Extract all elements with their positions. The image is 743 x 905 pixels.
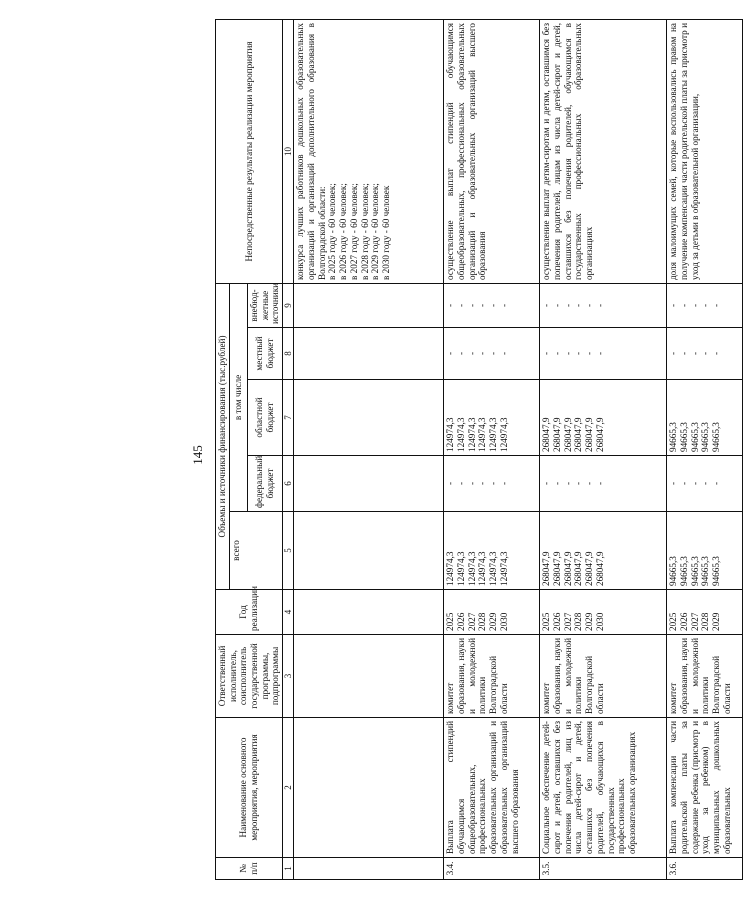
federal-value: - [552,481,563,486]
federal-value: - [711,481,722,486]
local-value: - [541,351,552,356]
local-value: - [552,351,563,356]
year-list: 2028 [573,612,584,631]
year-list [667,590,743,635]
federal-value: - [700,481,711,486]
activity-name [294,718,444,858]
offbudget-value: - [594,303,605,308]
regional-value: 94665,3 [689,422,700,452]
local-value: - [668,351,679,356]
year-list: 2025 [541,612,552,631]
result-line: в 2027 году - 60 человек; [348,183,359,280]
federal-value: - [594,481,605,486]
offbudget-values [540,284,667,328]
funding-table [215,19,743,880]
activity-name: Выплата стипендий обучающимся общеобразовательных, профессиональных образовательных организаций и образовательных организаций высшего образования [444,718,540,858]
total-value: 124974,3 [445,551,456,586]
total-value: 268047,9 [541,551,552,586]
local-value: - [488,351,499,356]
local-value: - [594,351,605,356]
col-index: 8 [283,328,294,380]
total-value: 94665,3 [668,556,679,586]
year-list: 2025 [445,612,456,631]
local-values [540,328,667,380]
federal-value: - [689,481,700,486]
header-name: Наименование основного мероприятия, мероприятия [216,718,283,858]
federal-values [667,456,743,512]
local-values [444,328,540,380]
total-value: 124974,3 [488,551,499,586]
local-values [294,328,444,380]
federal-value: - [456,481,467,486]
offbudget-values [294,284,444,328]
federal-value: - [584,481,595,486]
header-executor: Ответственный исполнитель, соисполнитель государственной программы, подпрограммы [216,635,283,718]
total-value: 94665,3 [711,556,722,586]
col-index: 7 [283,380,294,456]
header-year: Год реализации [216,590,283,635]
offbudget-values [667,284,743,328]
col-index: 3 [283,635,294,718]
year-list: 2028 [477,612,488,631]
year-list: 2025 [668,612,679,631]
offbudget-value: - [466,303,477,308]
year-list: 2027 [689,612,700,631]
responsible-executor: комитет образования, науки и молодежной политики Волгоградской области [540,635,667,718]
federal-value: - [466,481,477,486]
header-regional: областной бюджет [248,380,283,456]
col-index: 9 [283,284,294,328]
local-value: - [477,351,488,356]
local-values [667,328,743,380]
federal-value: - [562,481,573,486]
regional-value: 124974,3 [498,417,509,452]
header-number: № п/п [216,858,283,880]
result-text: конкурса лучших работников дошкольных образовательных организаций и организаций дополнительного образования в Волгоградской области: [295,23,327,280]
total-value: 268047,9 [573,551,584,586]
row-number [294,858,444,880]
local-value: - [700,351,711,356]
result-line: в 2025 году - 60 человек; [327,183,338,280]
row-number: 3.5. [540,858,667,880]
total-value: 94665,3 [700,556,711,586]
regional-value: 268047,9 [541,417,552,452]
year-list: 2030 [594,612,605,631]
result-line: в 2026 году - 60 человек; [338,183,349,280]
offbudget-value: - [456,303,467,308]
total-value: 94665,3 [689,556,700,586]
regional-values [294,380,444,456]
activity-name: Выплата компенсации части родительской платы за содержание ребенка (присмотр и уход за ребенком) в муниципальных дошкольных образовательных [667,718,743,858]
header-in-that: в том числе [229,284,247,512]
result-line: в 2029 году - 60 человек; [370,183,381,280]
regional-value: 94665,3 [711,422,722,452]
regional-value: 268047,9 [562,417,573,452]
col-index: 2 [283,718,294,858]
total-value: 124974,3 [498,551,509,586]
header-row-1 [216,20,230,880]
total-value: 268047,9 [552,551,563,586]
federal-value: - [573,481,584,486]
local-value: - [456,351,467,356]
header-local: местный бюджет [248,328,283,380]
page-number: 145 [190,445,205,465]
year-list: 2029 [488,612,499,631]
table-body [294,20,743,880]
offbudget-value: - [488,303,499,308]
total-values [667,512,743,590]
result-cell [444,20,540,284]
year-list: 2029 [584,612,595,631]
year-list: 2027 [466,612,477,631]
header-federal: федеральный бюджет [248,456,283,512]
regional-values [667,380,743,456]
header-offbudget: внебюд-жетные источники [248,284,283,328]
year-list: 2029 [711,612,722,631]
result-line: в 2030 году - 60 человек [380,185,391,280]
result-line: в 2028 году - 60 человек; [359,183,370,280]
federal-value: - [668,481,679,486]
federal-value: - [498,481,509,486]
federal-values [444,456,540,512]
regional-value: 94665,3 [668,422,679,452]
offbudget-value: - [552,303,563,308]
total-value: 94665,3 [679,556,690,586]
col-index: 4 [283,590,294,635]
local-value: - [498,351,509,356]
result-text: осуществление выплат стипендий обучающимся общеобразовательных, профессиональных образовательных организаций и образовательных организаций высшего образования [445,23,488,280]
col-index: 10 [283,20,294,284]
offbudget-value: - [573,303,584,308]
total-values [540,512,667,590]
total-value: 124974,3 [477,551,488,586]
regional-value: 268047,9 [584,417,595,452]
local-value: - [679,351,690,356]
local-value: - [562,351,573,356]
local-value: - [445,351,456,356]
year-list: 2026 [679,612,690,631]
header-result: Непосредственные результаты реализации мероприятия [216,20,283,284]
regional-value: 124974,3 [488,417,499,452]
regional-value: 124974,3 [445,417,456,452]
offbudget-value: - [700,303,711,308]
year-list [294,590,444,635]
offbudget-value: - [562,303,573,308]
regional-value: 94665,3 [700,422,711,452]
offbudget-value: - [689,303,700,308]
offbudget-value: - [679,303,690,308]
offbudget-value: - [584,303,595,308]
year-list: 2026 [552,612,563,631]
regional-value: 124974,3 [456,417,467,452]
local-value: - [573,351,584,356]
regional-values [540,380,667,456]
responsible-executor [294,635,444,718]
header-funding: Объемы и источники финансирования (тыс.рублей) [216,284,230,590]
local-value: - [689,351,700,356]
regional-value: 124974,3 [466,417,477,452]
total-value: 124974,3 [456,551,467,586]
total-values [294,512,444,590]
federal-value: - [541,481,552,486]
year-list: 2028 [700,612,711,631]
responsible-executor: комитет образования, науки и молодежной политики Волгоградской области [444,635,540,718]
regional-value: 268047,9 [552,417,563,452]
table-row [294,20,444,880]
column-index-row [283,20,294,880]
regional-value: 124974,3 [477,417,488,452]
offbudget-value: - [541,303,552,308]
year-list [444,590,540,635]
result-text: доля малоимущих семей, которые воспользовались правом на получение компенсации части родительской платы за присмотр и уход за детьми в образовательной организации, [668,23,700,280]
offbudget-value: - [477,303,488,308]
result-text: осуществление выплат детям-сиротам и детям, оставшимся без попечения родителей, лицам из числа детей-сирот и детей, оставшихся без попечения родителей, обучающимся в государственных профессиональных образовательных организациях [541,23,595,280]
col-index: 6 [283,456,294,512]
total-value: 268047,9 [562,551,573,586]
offbudget-value: - [445,303,456,308]
offbudget-value: - [668,303,679,308]
result-cell [540,20,667,284]
result-cell [667,20,743,284]
offbudget-value: - [498,303,509,308]
total-values [444,512,540,590]
federal-values [540,456,667,512]
total-value: 124974,3 [466,551,477,586]
local-value: - [584,351,595,356]
regional-value: 268047,9 [573,417,584,452]
responsible-executor: комитет образования, науки и молодежной политики Волгоградской области [667,635,743,718]
offbudget-values [444,284,540,328]
total-value: 268047,9 [594,551,605,586]
table-row [540,20,667,880]
federal-value: - [445,481,456,486]
offbudget-value: - [711,303,722,308]
federal-value: - [679,481,690,486]
federal-values [294,456,444,512]
local-value: - [466,351,477,356]
col-index: 5 [283,512,294,590]
year-list [540,590,667,635]
row-number: 3.6. [667,858,743,880]
table-row [667,20,743,880]
year-list: 2026 [456,612,467,631]
federal-value: - [477,481,488,486]
federal-value: - [488,481,499,486]
regional-values [444,380,540,456]
local-value: - [711,351,722,356]
row-number: 3.4. [444,858,540,880]
table-row [444,20,540,880]
col-index: 1 [283,858,294,880]
total-value: 268047,9 [584,551,595,586]
activity-name: Социальное обеспечение детей-сирот и детей, оставшихся без попечения родителей, лиц из числа детей-сирот и детей, оставшихся без попечения родителей, обучающихся в государственных профессиональных образовательных организациях [540,718,667,858]
year-list: 2030 [498,612,509,631]
regional-value: 268047,9 [594,417,605,452]
header-total: всего [229,512,282,590]
regional-value: 94665,3 [679,422,690,452]
year-list: 2027 [562,612,573,631]
result-cell [294,20,444,284]
